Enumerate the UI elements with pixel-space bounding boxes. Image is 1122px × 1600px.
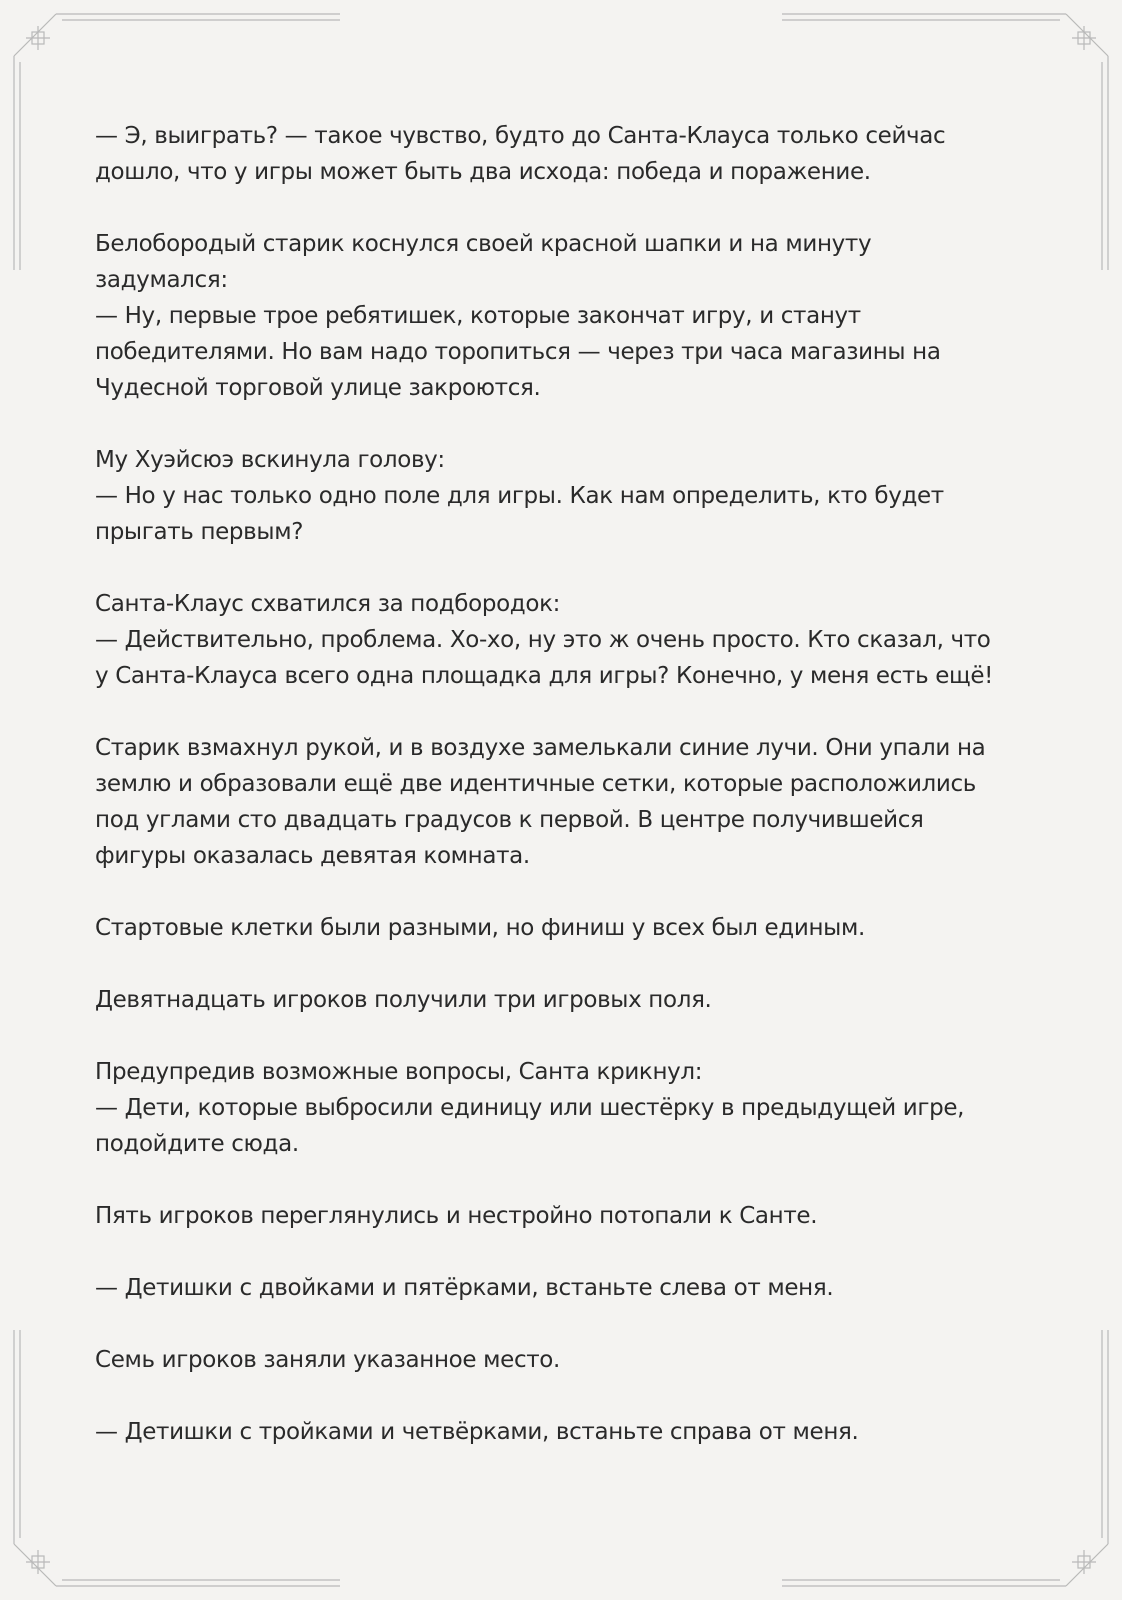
text-line: Санта-Клаус схватился за подбородок: <box>95 591 561 617</box>
paragraph <box>95 1054 1035 1162</box>
text-line: Семь игроков заняли указанное место. <box>95 1347 560 1373</box>
text-line: прыгать первым? <box>95 519 304 545</box>
text-line: Старик взмахнул рукой, и в воздухе замелькали синие лучи. Они упали на <box>95 735 986 761</box>
text-line: землю и образовали ещё две идентичные сетки, которые расположились <box>95 771 976 797</box>
text-line: — Ну, первые трое ребятишек, которые закончат игру, и станут <box>95 303 861 329</box>
text-line: Белобородый старик коснулся своей красной шапки и на минуту <box>95 231 872 257</box>
paragraph <box>95 1270 1035 1306</box>
paragraph <box>95 910 1035 946</box>
text-line: задумался: <box>95 267 228 293</box>
text-line: под углами сто двадцать градусов к первой. В центре получившейся <box>95 807 924 833</box>
paragraph <box>95 1414 1035 1450</box>
text-line: подойдите сюда. <box>95 1131 299 1157</box>
text-line: у Санта-Клауса всего одна площадка для игры? Конечно, у меня есть ещё! <box>95 663 994 689</box>
text-line: фигуры оказалась девятая комната. <box>95 843 530 869</box>
paragraph <box>95 982 1035 1018</box>
text-line: Девятнадцать игроков получили три игровых поля. <box>95 987 712 1013</box>
text-line: Чудесной торговой улице закроются. <box>95 375 541 401</box>
text-line: дошло, что у игры может быть два исхода: победа и поражение. <box>95 159 871 185</box>
document-body <box>95 118 1035 1486</box>
text-line: — Э, выиграть? — такое чувство, будто до Санта-Клауса только сейчас <box>95 123 946 149</box>
text-line: — Но у нас только одно поле для игры. Как нам определить, кто будет <box>95 483 944 509</box>
text-line: — Детишки с двойками и пятёрками, встаньте слева от меня. <box>95 1275 834 1301</box>
text-line: — Детишки с тройками и четвёрками, встаньте справа от меня. <box>95 1419 859 1445</box>
text-line: Пять игроков переглянулись и нестройно потопали к Санте. <box>95 1203 818 1229</box>
text-line: — Дети, которые выбросили единицу или шестёрку в предыдущей игре, <box>95 1095 965 1121</box>
paragraph <box>95 118 1035 190</box>
text-line: победителями. Но вам надо торопиться — через три часа магазины на <box>95 339 941 365</box>
paragraph <box>95 730 1035 874</box>
paragraph <box>95 586 1035 694</box>
paragraph <box>95 226 1035 406</box>
text-line: — Действительно, проблема. Хо-хо, ну это ж очень просто. Кто сказал, что <box>95 627 991 653</box>
paragraph <box>95 1198 1035 1234</box>
paragraph <box>95 442 1035 550</box>
text-line: Предупредив возможные вопросы, Санта крикнул: <box>95 1059 703 1085</box>
paragraph <box>95 1342 1035 1378</box>
text-line: Му Хуэйсюэ вскинула голову: <box>95 447 445 473</box>
text-line: Стартовые клетки были разными, но финиш у всех был единым. <box>95 915 865 941</box>
